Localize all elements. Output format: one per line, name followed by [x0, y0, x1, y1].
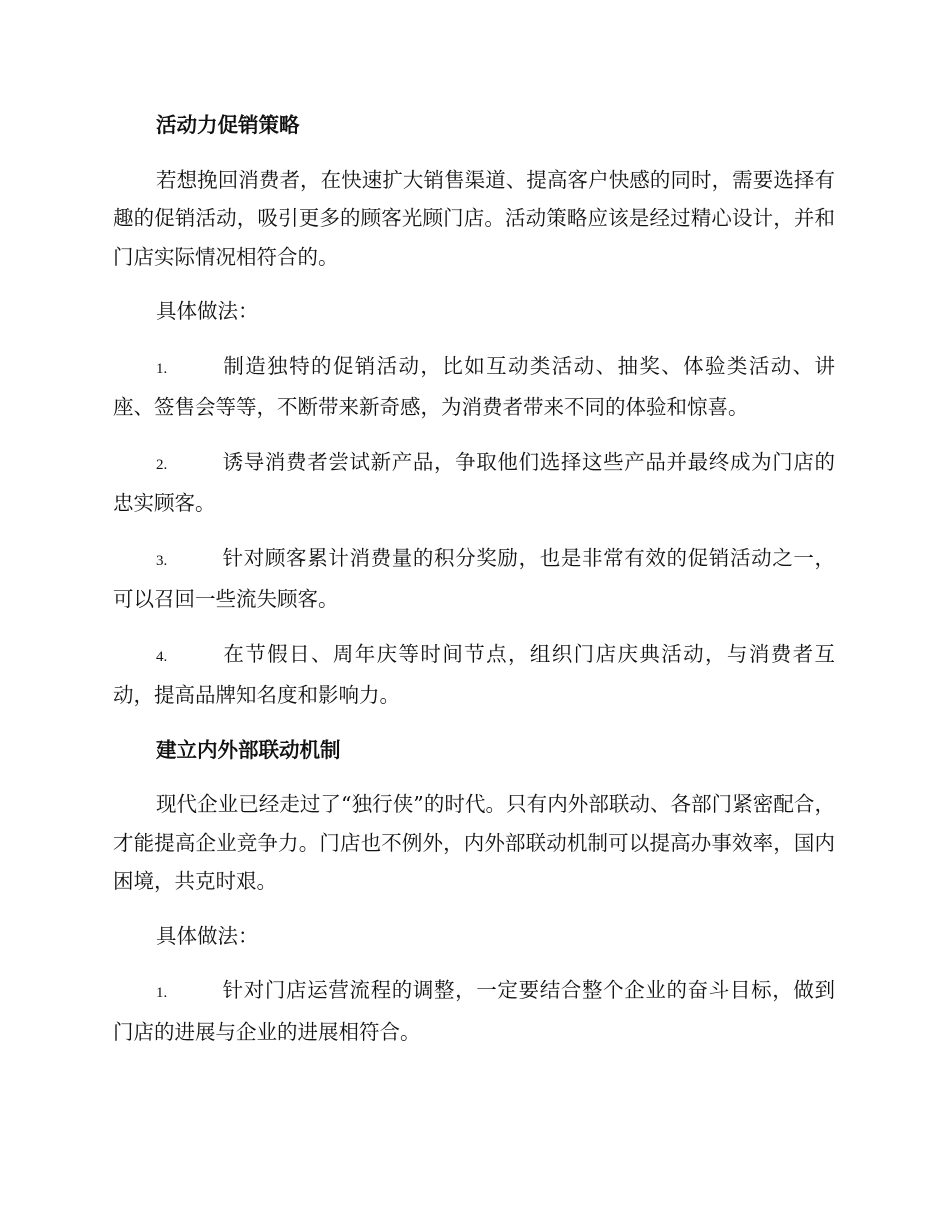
list-item-text: 诱导消费者尝试新产品，争取他们选择这些产品并最终成为门店的忠实顾客。	[113, 449, 835, 515]
section-intro-paragraph: 现代企业已经走过了“独行侠”的时代。只有内外部联动、各部门紧密配合，才能提高企业竞争力。门店也不例外，内外部联动机制可以提高办事效率，国内困境，共克时艰。	[113, 792, 835, 893]
list-item-text: 制造独特的促销活动，比如互动类活动、抽奖、体验类活动、讲座、签售会等等，不断带来新奇感，为消费者带来不同的体验和惊喜。	[113, 353, 835, 419]
list-item	[113, 971, 835, 1051]
list-item-text: 针对顾客累计消费量的积分奖励，也是非常有效的促销活动之一，可以召回一些流失顾客。	[113, 545, 835, 611]
list-item-number: 4.	[156, 648, 168, 665]
list-item	[113, 635, 835, 715]
method-label: 具体做法：	[156, 923, 259, 948]
list-item-text: 在节假日、周年庆等时间节点，组织门店庆典活动，与消费者互动，提高品牌知名度和影响力。	[113, 641, 835, 707]
document-page	[113, 106, 835, 1067]
section-heading: 建立内外部联动机制	[156, 737, 341, 762]
section-heading: 活动力促销策略	[156, 113, 300, 137]
method-label: 具体做法：	[156, 299, 259, 323]
list-item-number: 3.	[156, 552, 168, 569]
list-item	[113, 443, 835, 523]
list-item	[113, 539, 835, 619]
list-item-number: 1.	[156, 985, 168, 1001]
list-item-text: 针对门店运营流程的调整，一定要结合整个企业的奋斗目标，做到门店的进展与企业的进展相符合。	[113, 978, 835, 1044]
list-item-number: 1.	[156, 360, 168, 377]
list-item	[113, 347, 835, 427]
section-intro-paragraph: 若想挽回消费者，在快速扩大销售渠道、提高客户快感的同时，需要选择有趣的促销活动，吸引更多的顾客光顾门店。活动策略应该是经过精心设计，并和门店实际情况相符合的。	[113, 167, 835, 269]
list-item-number: 2.	[156, 456, 168, 473]
